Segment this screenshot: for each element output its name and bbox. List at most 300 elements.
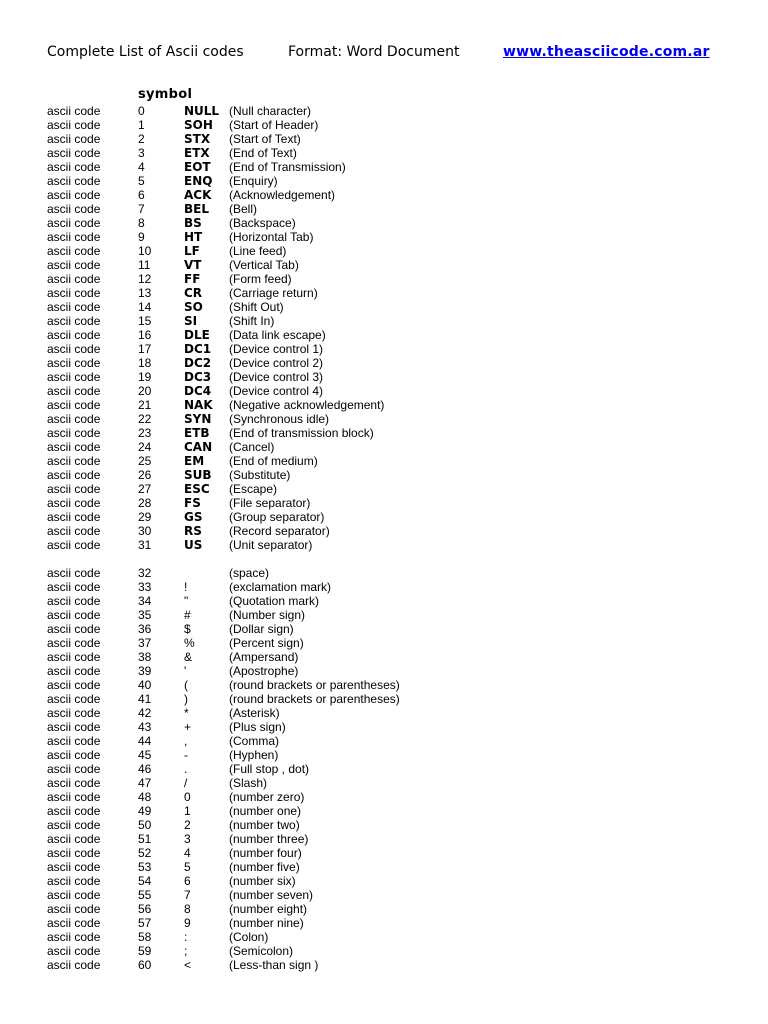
ascii-code-value: 55 — [138, 888, 152, 902]
table-row — [0, 132, 768, 146]
ascii-description: (number three) — [229, 832, 309, 846]
ascii-symbol: CR — [184, 286, 203, 300]
row-label: ascii code — [47, 664, 101, 678]
table-row — [0, 412, 768, 426]
table-row — [0, 300, 768, 314]
row-label: ascii code — [47, 342, 101, 356]
row-label: ascii code — [47, 650, 101, 664]
row-label: ascii code — [47, 706, 101, 720]
table-row — [0, 720, 768, 734]
table-row — [0, 272, 768, 286]
row-label: ascii code — [47, 118, 101, 132]
table-row — [0, 202, 768, 216]
ascii-symbol: : — [184, 930, 188, 944]
table-row — [0, 860, 768, 874]
row-label: ascii code — [47, 286, 101, 300]
ascii-code-value: 12 — [138, 272, 152, 286]
ascii-code-value: 6 — [138, 188, 145, 202]
ascii-description: (Horizontal Tab) — [229, 230, 314, 244]
ascii-description: (Substitute) — [229, 468, 291, 482]
ascii-code-value: 38 — [138, 650, 152, 664]
row-label: ascii code — [47, 398, 101, 412]
ascii-symbol: ' — [184, 664, 187, 678]
ascii-description: (Negative acknowledgement) — [229, 398, 385, 412]
ascii-symbol: 0 — [184, 790, 191, 804]
ascii-description: (Form feed) — [229, 272, 292, 286]
ascii-symbol: NULL — [184, 104, 220, 118]
table-row — [0, 650, 768, 664]
ascii-code-value: 11 — [138, 258, 151, 272]
ascii-symbol: BS — [184, 216, 202, 230]
ascii-symbol: SI — [184, 314, 198, 328]
row-label: ascii code — [47, 790, 101, 804]
ascii-description: (Full stop , dot) — [229, 762, 310, 776]
ascii-description: (Null character) — [229, 104, 312, 118]
row-label: ascii code — [47, 356, 101, 370]
ascii-symbol: US — [184, 538, 203, 552]
table-row — [0, 328, 768, 342]
table-row — [0, 496, 768, 510]
table-row — [0, 874, 768, 888]
ascii-description: (exclamation mark) — [229, 580, 332, 594]
ascii-symbol: RS — [184, 524, 202, 538]
ascii-symbol: ) — [184, 692, 188, 706]
table-row — [0, 776, 768, 790]
ascii-description: (Hyphen) — [229, 748, 279, 762]
ascii-code-value: 39 — [138, 664, 152, 678]
table-row — [0, 706, 768, 720]
table-row — [0, 230, 768, 244]
ascii-description: (End of Transmission) — [229, 160, 346, 174]
ascii-code-value: 15 — [138, 314, 152, 328]
ascii-description: (Unit separator) — [229, 538, 313, 552]
ascii-code-value: 18 — [138, 356, 152, 370]
row-label: ascii code — [47, 384, 101, 398]
ascii-code-value: 8 — [138, 216, 145, 230]
ascii-code-value: 47 — [138, 776, 152, 790]
ascii-code-value: 13 — [138, 286, 152, 300]
ascii-description: (Escape) — [229, 482, 278, 496]
ascii-symbol: 2 — [184, 818, 191, 832]
ascii-description: (number five) — [229, 860, 300, 874]
ascii-symbol: DC2 — [184, 356, 212, 370]
ascii-symbol: FS — [184, 496, 201, 510]
table-row — [0, 608, 768, 622]
ascii-code-value: 56 — [138, 902, 152, 916]
ascii-description: (Synchronous idle) — [229, 412, 330, 426]
row-label: ascii code — [47, 104, 101, 118]
ascii-description: (number seven) — [229, 888, 314, 902]
ascii-code-value: 31 — [138, 538, 152, 552]
row-label: ascii code — [47, 832, 101, 846]
ascii-symbol: SYN — [184, 412, 212, 426]
ascii-code-value: 46 — [138, 762, 152, 776]
ascii-symbol: ! — [184, 580, 188, 594]
row-label: ascii code — [47, 594, 101, 608]
ascii-description: (End of transmission block) — [229, 426, 374, 440]
ascii-code-value: 10 — [138, 244, 152, 258]
format-label: Format: Word Document — [288, 44, 460, 60]
ascii-symbol: , — [184, 734, 188, 748]
ascii-symbol: & — [184, 650, 193, 664]
ascii-symbol: DC4 — [184, 384, 212, 398]
ascii-symbol: ENQ — [184, 174, 213, 188]
ascii-symbol: EM — [184, 454, 205, 468]
ascii-symbol: % — [184, 636, 195, 650]
ascii-symbol: SOH — [184, 118, 213, 132]
row-label: ascii code — [47, 720, 101, 734]
table-row — [0, 944, 768, 958]
ascii-symbol: DC3 — [184, 370, 212, 384]
ascii-description: (Line feed) — [229, 244, 287, 258]
row-label: ascii code — [47, 678, 101, 692]
row-label: ascii code — [47, 244, 101, 258]
ascii-code-value: 16 — [138, 328, 152, 342]
table-row — [0, 902, 768, 916]
table-row — [0, 832, 768, 846]
ascii-description: (Cancel) — [229, 440, 275, 454]
table-row — [0, 426, 768, 440]
ascii-symbol: 3 — [184, 832, 191, 846]
row-label: ascii code — [47, 272, 101, 286]
table-row — [0, 566, 768, 580]
row-label: ascii code — [47, 188, 101, 202]
row-label: ascii code — [47, 538, 101, 552]
ascii-description: (Device control 2) — [229, 356, 324, 370]
table-row — [0, 356, 768, 370]
table-row — [0, 468, 768, 482]
table-row — [0, 930, 768, 944]
ascii-description: (number two) — [229, 818, 300, 832]
ascii-code-value: 33 — [138, 580, 152, 594]
ascii-description: (Device control 4) — [229, 384, 324, 398]
ascii-symbol: DLE — [184, 328, 210, 342]
ascii-symbol: STX — [184, 132, 211, 146]
ascii-code-value: 9 — [138, 230, 145, 244]
ascii-symbol: ACK — [184, 188, 212, 202]
table-row — [0, 398, 768, 412]
ascii-symbol: < — [184, 958, 192, 972]
ascii-description: (Plus sign) — [229, 720, 286, 734]
ascii-description: (Shift In) — [229, 314, 275, 328]
row-label: ascii code — [47, 328, 101, 342]
ascii-symbol: # — [184, 608, 191, 622]
ascii-symbol: " — [184, 594, 189, 608]
ascii-code-value: 45 — [138, 748, 152, 762]
table-row — [0, 888, 768, 902]
ascii-code-value: 27 — [138, 482, 152, 496]
ascii-symbol: * — [184, 706, 189, 720]
ascii-description: (number six) — [229, 874, 296, 888]
ascii-code-value: 60 — [138, 958, 152, 972]
ascii-symbol: ; — [184, 944, 188, 958]
table-row — [0, 762, 768, 776]
ascii-description: (number zero) — [229, 790, 305, 804]
ascii-code-value: 32 — [138, 566, 152, 580]
ascii-code-value: 37 — [138, 636, 152, 650]
table-row — [0, 118, 768, 132]
row-label: ascii code — [47, 566, 101, 580]
row-label: ascii code — [47, 426, 101, 440]
table-row — [0, 104, 768, 118]
row-label: ascii code — [47, 874, 101, 888]
row-label: ascii code — [47, 230, 101, 244]
ascii-code-value: 49 — [138, 804, 152, 818]
ascii-description: (Start of Header) — [229, 118, 319, 132]
ascii-description: (End of Text) — [229, 146, 297, 160]
ascii-description: (round brackets or parentheses) — [229, 692, 400, 706]
ascii-code-value: 50 — [138, 818, 152, 832]
ascii-description: (Device control 1) — [229, 342, 324, 356]
table-row — [0, 748, 768, 762]
ascii-description: (Start of Text) — [229, 132, 301, 146]
ascii-description: (Enquiry) — [229, 174, 278, 188]
ascii-description: (Apostrophe) — [229, 664, 299, 678]
table-row — [0, 524, 768, 538]
ascii-code-value: 42 — [138, 706, 152, 720]
ascii-symbol: $ — [184, 622, 191, 636]
ascii-symbol: GS — [184, 510, 203, 524]
row-label: ascii code — [47, 888, 101, 902]
ascii-symbol: ETB — [184, 426, 210, 440]
row-label: ascii code — [47, 748, 101, 762]
ascii-symbol: + — [184, 720, 192, 734]
table-row — [0, 482, 768, 496]
row-label: ascii code — [47, 468, 101, 482]
row-label: ascii code — [47, 146, 101, 160]
row-label: ascii code — [47, 132, 101, 146]
row-label: ascii code — [47, 902, 101, 916]
ascii-symbol: VT — [184, 258, 202, 272]
table-row — [0, 440, 768, 454]
table-row — [0, 818, 768, 832]
ascii-code-value: 48 — [138, 790, 152, 804]
table-row — [0, 790, 768, 804]
ascii-description: (number four) — [229, 846, 302, 860]
row-label: ascii code — [47, 510, 101, 524]
ascii-symbol: CAN — [184, 440, 213, 454]
row-label: ascii code — [47, 454, 101, 468]
ascii-description: (Dollar sign) — [229, 622, 294, 636]
row-label: ascii code — [47, 202, 101, 216]
ascii-code-value: 19 — [138, 370, 152, 384]
table-row — [0, 160, 768, 174]
row-label: ascii code — [47, 174, 101, 188]
ascii-code-value: 41 — [138, 692, 152, 706]
table-row — [0, 804, 768, 818]
table-row — [0, 510, 768, 524]
ascii-code-value: 24 — [138, 440, 152, 454]
ascii-code-value: 44 — [138, 734, 152, 748]
symbol-column-header: symbol — [138, 87, 193, 102]
ascii-code-value: 43 — [138, 720, 152, 734]
row-label: ascii code — [47, 160, 101, 174]
row-label: ascii code — [47, 692, 101, 706]
ascii-description: (Semicolon) — [229, 944, 294, 958]
ascii-description: (Ampersand) — [229, 650, 299, 664]
ascii-code-value: 53 — [138, 860, 152, 874]
ascii-description: (Slash) — [229, 776, 268, 790]
row-label: ascii code — [47, 370, 101, 384]
table-row — [0, 734, 768, 748]
ascii-code-value: 1 — [138, 118, 145, 132]
table-row — [0, 580, 768, 594]
ascii-description: (space) — [229, 566, 270, 580]
ascii-symbol: 8 — [184, 902, 191, 916]
row-label: ascii code — [47, 944, 101, 958]
ascii-description: (Number sign) — [229, 608, 306, 622]
table-row — [0, 384, 768, 398]
ascii-symbol: ESC — [184, 482, 210, 496]
row-label: ascii code — [47, 762, 101, 776]
ascii-description: (Quotation mark) — [229, 594, 320, 608]
ascii-code-value: 40 — [138, 678, 152, 692]
row-label: ascii code — [47, 622, 101, 636]
ascii-code-value: 58 — [138, 930, 152, 944]
table-row — [0, 664, 768, 678]
row-label: ascii code — [47, 608, 101, 622]
ascii-symbol: 7 — [184, 888, 191, 902]
ascii-description: (Backspace) — [229, 216, 296, 230]
ascii-description: (Data link escape) — [229, 328, 326, 342]
ascii-symbol: 5 — [184, 860, 191, 874]
row-label: ascii code — [47, 524, 101, 538]
ascii-description: (Colon) — [229, 930, 269, 944]
ascii-description: (round brackets or parentheses) — [229, 678, 400, 692]
ascii-symbol: EOT — [184, 160, 211, 174]
ascii-symbol: DC1 — [184, 342, 212, 356]
table-row — [0, 622, 768, 636]
ascii-code-value: 28 — [138, 496, 152, 510]
ascii-code-value: 59 — [138, 944, 152, 958]
table-row — [0, 370, 768, 384]
ascii-description: (File separator) — [229, 496, 311, 510]
ascii-code-value: 29 — [138, 510, 152, 524]
row-label: ascii code — [47, 636, 101, 650]
ascii-code-value: 57 — [138, 916, 152, 930]
ascii-symbol: SO — [184, 300, 203, 314]
table-row — [0, 216, 768, 230]
ascii-description: (Bell) — [229, 202, 258, 216]
ascii-symbol: 1 — [184, 804, 191, 818]
table-row — [0, 538, 768, 552]
row-label: ascii code — [47, 412, 101, 426]
row-label: ascii code — [47, 860, 101, 874]
document-title: Complete List of Ascii codes — [47, 44, 244, 60]
row-label: ascii code — [47, 314, 101, 328]
table-row — [0, 174, 768, 188]
table-row — [0, 916, 768, 930]
row-label: ascii code — [47, 916, 101, 930]
ascii-code-value: 5 — [138, 174, 145, 188]
ascii-description: (End of medium) — [229, 454, 318, 468]
ascii-symbol: ( — [184, 678, 188, 692]
ascii-code-value: 14 — [138, 300, 152, 314]
table-row — [0, 342, 768, 356]
ascii-description: (number eight) — [229, 902, 308, 916]
document-header — [0, 43, 768, 63]
ascii-symbol: NAK — [184, 398, 213, 412]
ascii-description: (Asterisk) — [229, 706, 280, 720]
row-label: ascii code — [47, 216, 101, 230]
ascii-description: (Less-than sign ) — [229, 958, 319, 972]
ascii-description: (Percent sign) — [229, 636, 304, 650]
row-label: ascii code — [47, 734, 101, 748]
table-row — [0, 958, 768, 972]
row-label: ascii code — [47, 846, 101, 860]
table-row — [0, 314, 768, 328]
ascii-code-value: 34 — [138, 594, 152, 608]
ascii-description: (Group separator) — [229, 510, 325, 524]
table-row — [0, 258, 768, 272]
ascii-code-value: 2 — [138, 132, 145, 146]
table-row — [0, 454, 768, 468]
ascii-description: (number nine) — [229, 916, 304, 930]
ascii-code-value: 17 — [138, 342, 152, 356]
row-label: ascii code — [47, 496, 101, 510]
ascii-symbol: BEL — [184, 202, 209, 216]
ascii-description: (Acknowledgement) — [229, 188, 336, 202]
ascii-code-value: 52 — [138, 846, 152, 860]
table-row — [0, 692, 768, 706]
ascii-code-value: 26 — [138, 468, 152, 482]
ascii-code-value: 30 — [138, 524, 152, 538]
ascii-symbol: LF — [184, 244, 200, 258]
ascii-code-value: 25 — [138, 454, 152, 468]
ascii-symbol: 4 — [184, 846, 191, 860]
ascii-code-value: 20 — [138, 384, 152, 398]
ascii-symbol: SUB — [184, 468, 212, 482]
row-label: ascii code — [47, 958, 101, 972]
row-label: ascii code — [47, 440, 101, 454]
ascii-code-value: 4 — [138, 160, 145, 174]
printable-codes-list — [0, 566, 768, 972]
ascii-description: (Shift Out) — [229, 300, 284, 314]
ascii-code-value: 22 — [138, 412, 152, 426]
table-row — [0, 188, 768, 202]
ascii-code-value: 21 — [138, 398, 152, 412]
website-link[interactable]: www.theasciicode.com.ar — [503, 44, 710, 60]
ascii-description: (Comma) — [229, 734, 279, 748]
ascii-code-value: 35 — [138, 608, 152, 622]
control-codes-list — [0, 104, 768, 552]
ascii-description: (Carriage return) — [229, 286, 318, 300]
table-row — [0, 846, 768, 860]
row-label: ascii code — [47, 482, 101, 496]
ascii-symbol: - — [184, 748, 188, 762]
ascii-code-value: 36 — [138, 622, 152, 636]
ascii-description: (Vertical Tab) — [229, 258, 299, 272]
table-row — [0, 286, 768, 300]
row-label: ascii code — [47, 804, 101, 818]
ascii-code-value: 0 — [138, 104, 145, 118]
ascii-symbol: ETX — [184, 146, 210, 160]
row-label: ascii code — [47, 930, 101, 944]
ascii-code-value: 51 — [138, 832, 152, 846]
table-row — [0, 678, 768, 692]
ascii-symbol: . — [184, 762, 188, 776]
table-row — [0, 244, 768, 258]
ascii-code-value: 7 — [138, 202, 145, 216]
table-row — [0, 594, 768, 608]
ascii-symbol: 9 — [184, 916, 191, 930]
ascii-symbol: HT — [184, 230, 203, 244]
row-label: ascii code — [47, 818, 101, 832]
row-label: ascii code — [47, 776, 101, 790]
table-row — [0, 636, 768, 650]
ascii-code-value: 23 — [138, 426, 152, 440]
ascii-description: (number one) — [229, 804, 302, 818]
